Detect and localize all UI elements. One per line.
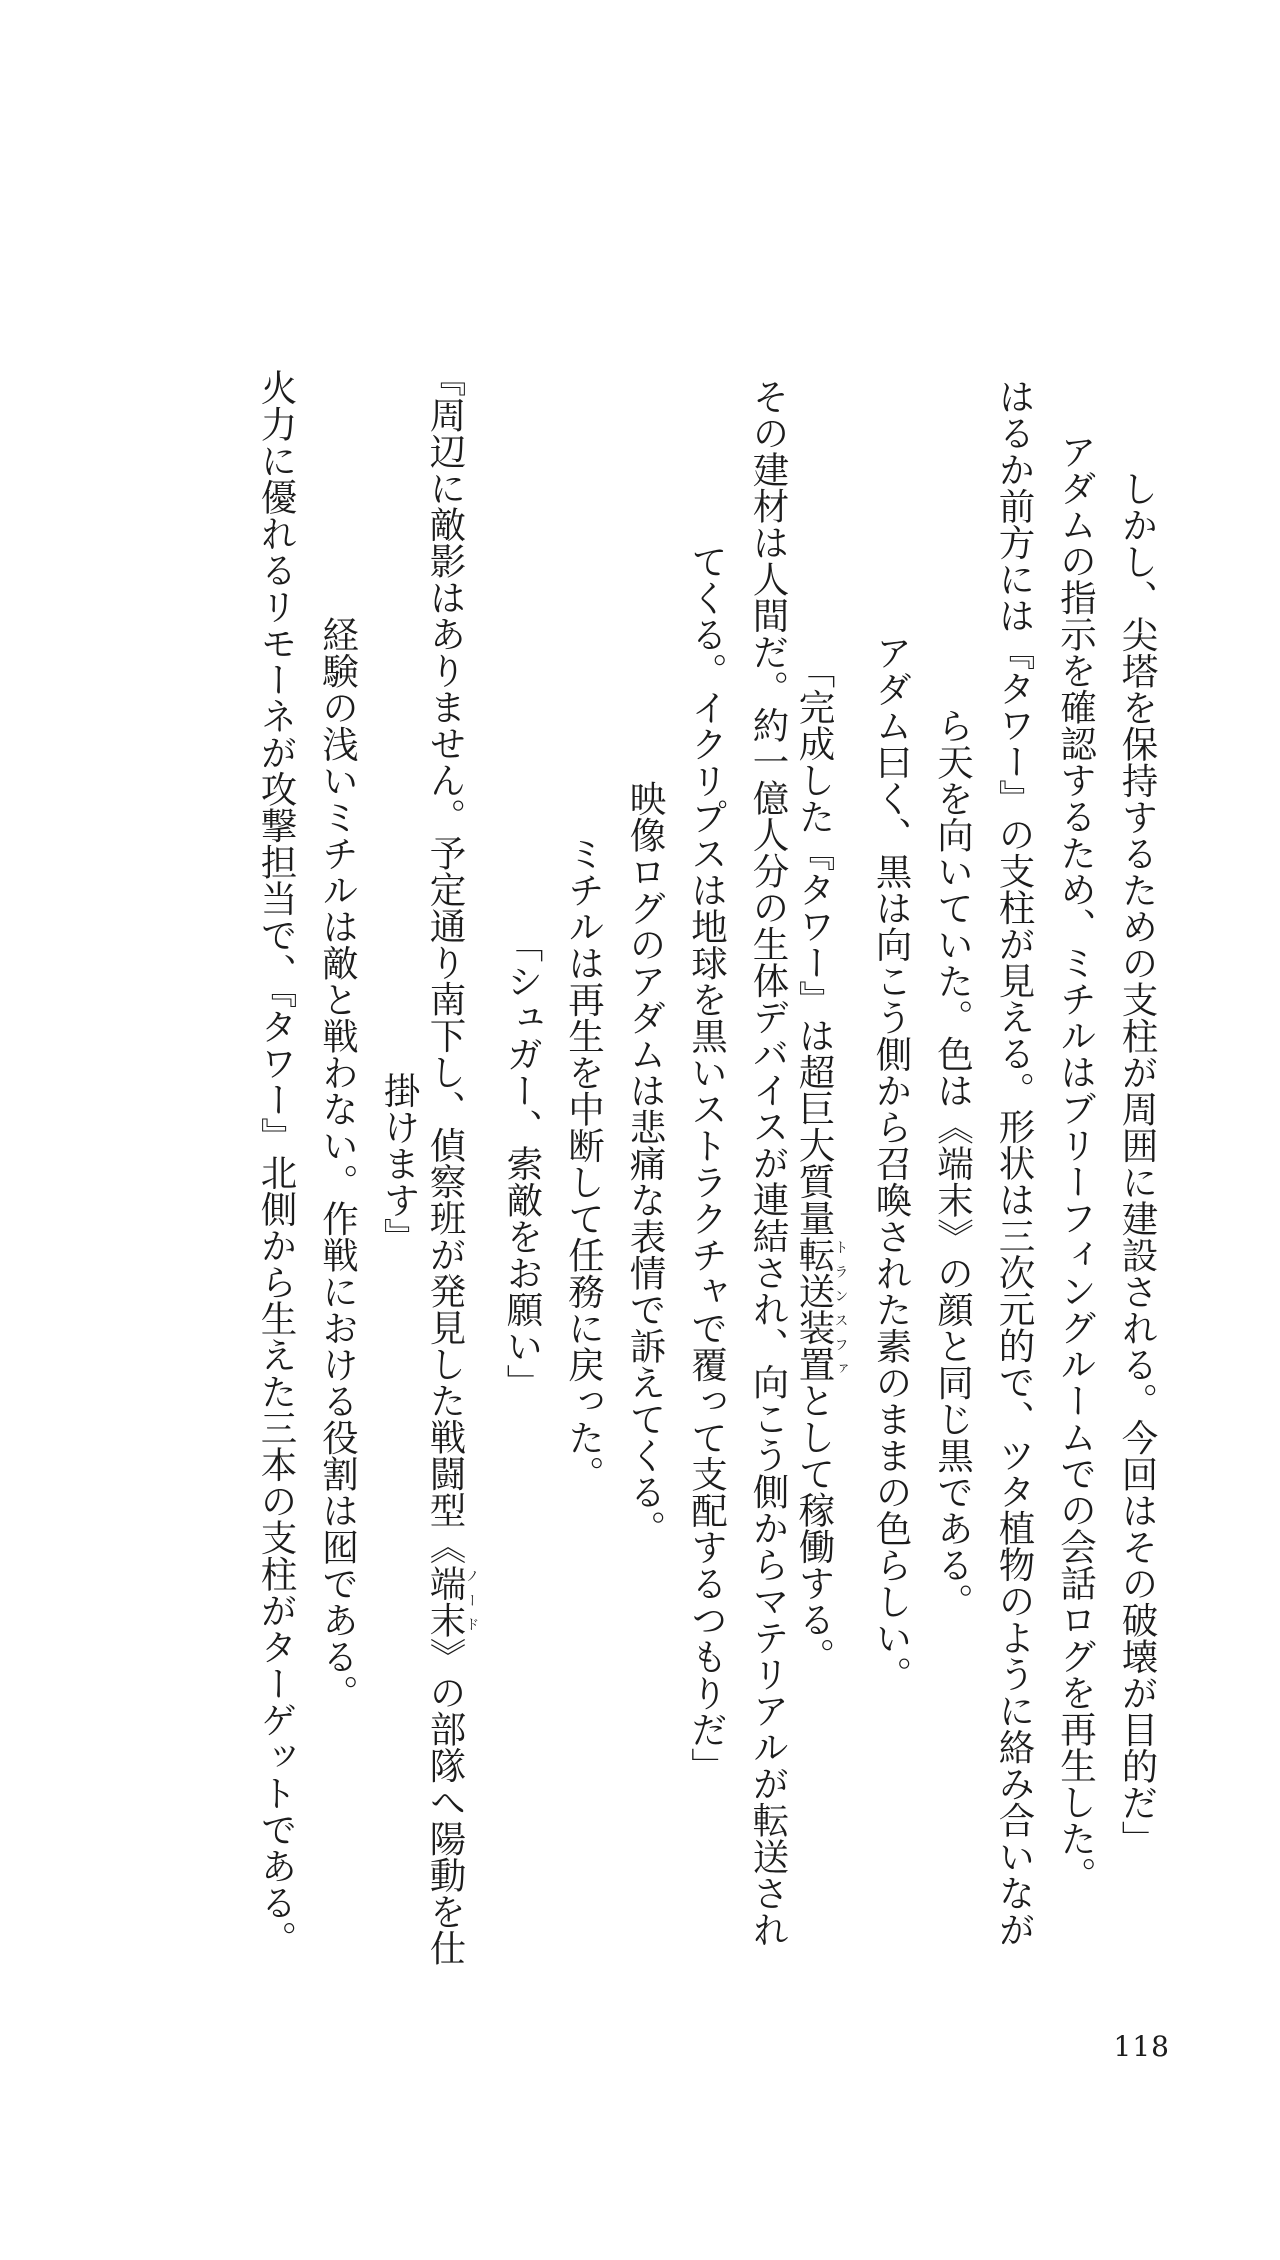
text-line-9-content: 映像ログのアダムは悲痛な表情で訴えてくる。 <box>624 779 667 1547</box>
text-line-10 <box>540 238 606 2088</box>
text-line-2-content: アダムの指示を確認するため、ミチルはブリーフィングルームでの会話ログを再生した。 <box>1054 433 1098 1893</box>
ruby-node-2: 端末ノード <box>424 1564 480 1638</box>
ruby-transfer-reading: トランスファ <box>832 1236 849 1382</box>
text-line-9 <box>602 238 667 2088</box>
text-line-2 <box>1032 238 1098 2088</box>
text-line-15-content: 火力に優れるリモーネが攻撃担当で、『タワー』北側から生えた三本の支柱がターゲットである。 <box>255 369 298 1957</box>
text-line-12-content: 『周辺に敵影はありません。予定通り南下し、偵察班が発見した戦闘型《端末ノード》の部隊へ陽動を仕 <box>424 360 480 1966</box>
vertical-text-block <box>110 238 1159 2088</box>
text-line-5 <box>848 238 913 2088</box>
text-line-14 <box>294 238 360 2088</box>
text-line-7-content: その建材は人間だ。約一億人分の生体デバイスが連結され、向こう側からマテリアルが転送され <box>747 378 790 1948</box>
text-line-13 <box>356 238 421 2088</box>
text-line-8 <box>663 238 729 2088</box>
text-line-8-content: てくる。イクリプスは地球を黒いストラクチャで覆って支配するつもりだ」 <box>685 542 729 1784</box>
ruby-node-2-reading: ノード <box>463 1564 480 1638</box>
text-line-13-content: 掛けます』 <box>378 1071 421 1255</box>
text-line-10-content: ミチルは再生を中断して任務に戻った。 <box>562 834 606 1492</box>
text-line-1-content: しかし、尖塔を保持するための支柱が周囲に建設される。今回はその破壊が目的だ」 <box>1116 469 1159 1857</box>
text-line-11-content: 「シュガー、索敵をお願い」 <box>501 925 544 1401</box>
text-line-5-content: アダム曰く、黒は向こう側から召喚された素のままの色らしい。 <box>870 633 913 1693</box>
text-line-3-content: はるか前方には『タワー』の支柱が見える。形状は三次元的で、ツタ植物のように絡み合いなが <box>993 378 1036 1948</box>
text-line-6-content: 「完成した『タワー』は超巨大質量転送装置トランスファとして稼働する。 <box>793 652 849 1674</box>
ruby-transfer: 転送装置トランスファ <box>793 1236 849 1382</box>
text-line-4 <box>909 238 975 2088</box>
text-line-3 <box>971 238 1036 2088</box>
text-line-15 <box>233 238 298 2088</box>
text-line-7 <box>725 238 790 2088</box>
text-line-12 <box>417 238 479 2088</box>
text-line-4-content: ら天を向いていた。色は《端末》の顔と同じ黒である。 <box>931 706 975 1620</box>
text-line-14-content: 経験の浅いミチルは敵と戦わない。作戦における役割は囮である。 <box>316 615 360 1711</box>
page-number: 118 <box>1113 2030 1170 2063</box>
text-line-6 <box>786 238 848 2088</box>
text-line-1 <box>1094 238 1159 2088</box>
text-line-11 <box>479 238 544 2088</box>
